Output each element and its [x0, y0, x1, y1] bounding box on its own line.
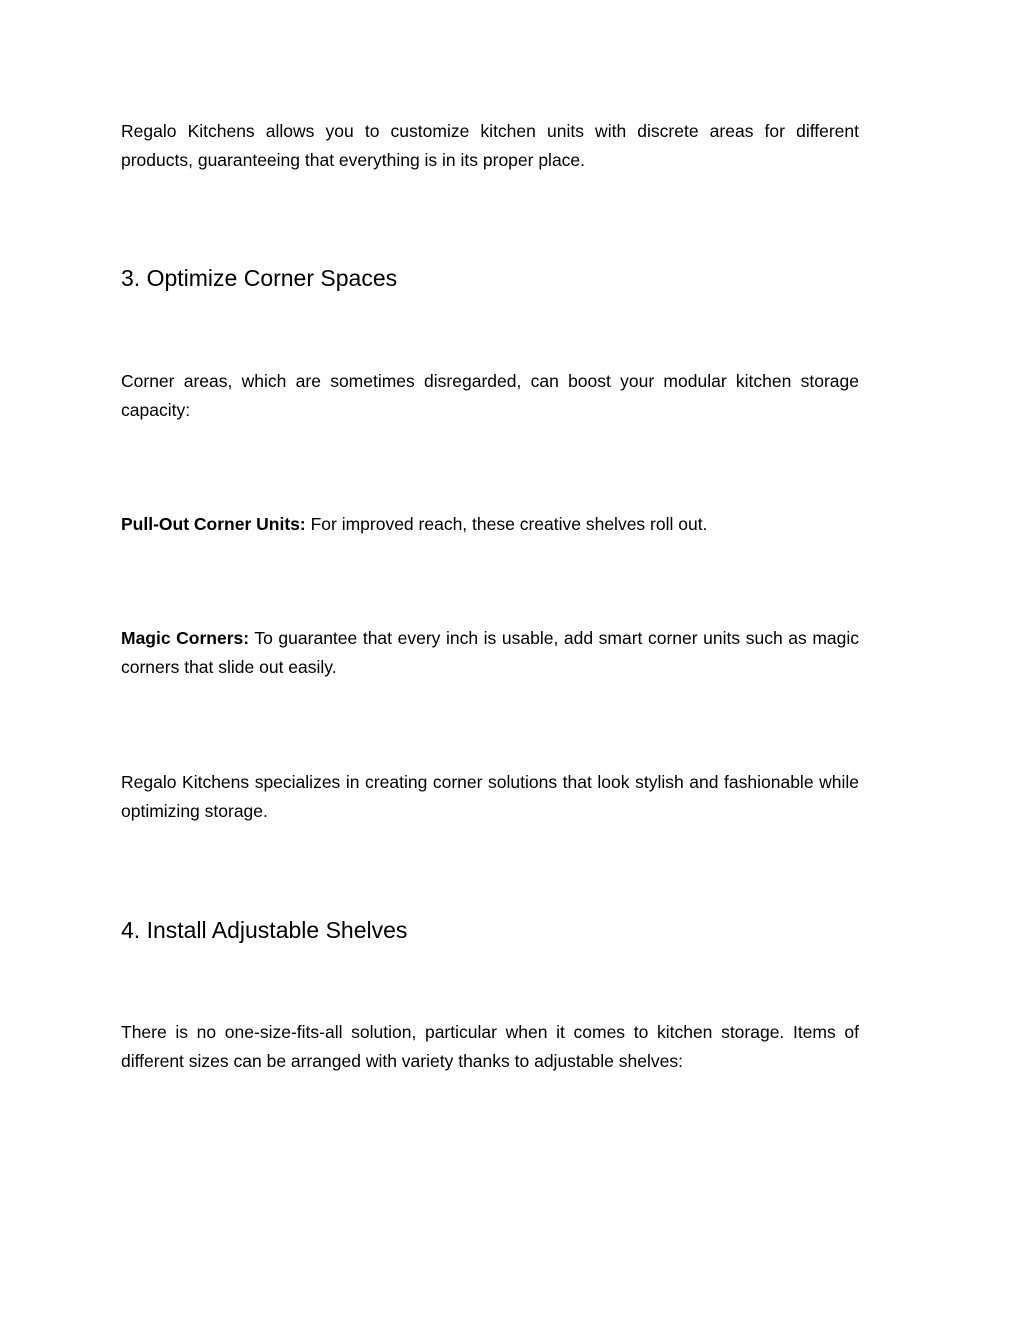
- pullout-corner-paragraph: [121, 510, 859, 539]
- regalo-corner-paragraph: Regalo Kitchens specializes in creating corner solutions that look stylish and fashionable while optimizing storage.: [121, 772, 859, 821]
- pullout-corner-label: Pull-Out Corner Units:: [121, 514, 306, 534]
- corner-intro-paragraph: Corner areas, which are sometimes disregarded, can boost your modular kitchen storage capacity:: [121, 371, 859, 420]
- pullout-corner-text: For improved reach, these creative shelves roll out.: [305, 514, 708, 534]
- shelves-intro-paragraph: There is no one-size-fits-all solution, particular when it comes to kitchen storage. Items of different sizes can be arranged with variety thanks to adjustable shelves:: [121, 1022, 859, 1071]
- magic-corners-label: Magic Corners:: [121, 628, 250, 648]
- intro-paragraph: Regalo Kitchens allows you to customize kitchen units with discrete areas for different products, guaranteeing that everything is in its proper place.: [121, 121, 859, 170]
- section-4-heading: 4. Install Adjustable Shelves: [121, 917, 408, 943]
- magic-corners-paragraph: [121, 624, 859, 682]
- section-3-heading: 3. Optimize Corner Spaces: [121, 265, 398, 291]
- magic-corners-text: To guarantee that every inch is usable, add smart corner units such as magic corners that slide out easily.: [121, 628, 859, 677]
